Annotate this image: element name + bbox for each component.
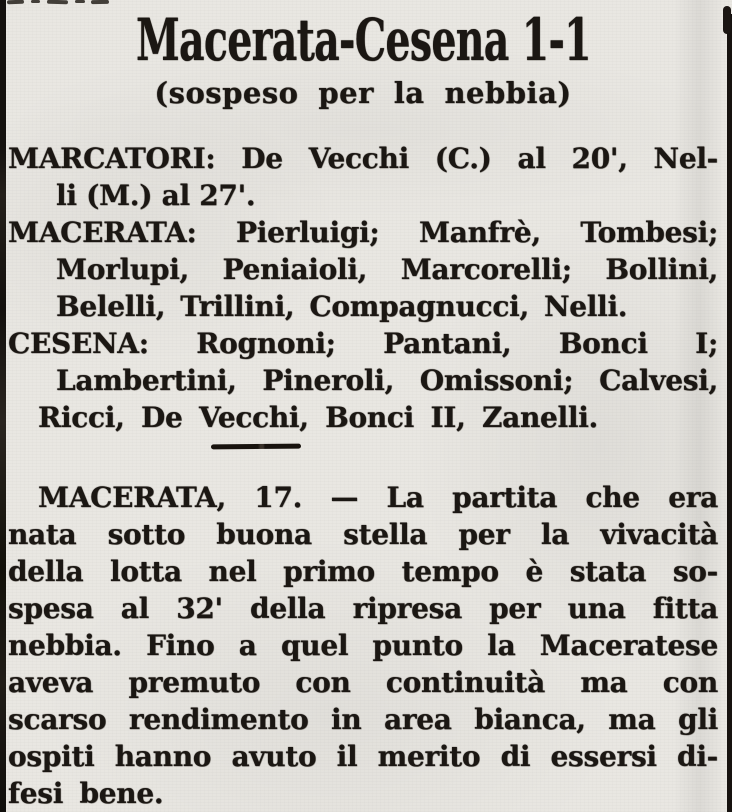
report-line: della lotta nel primo tempo è stata so- [8, 555, 718, 588]
section-divider [211, 444, 301, 450]
report-line: MACERATA, 17. — La partita che era [38, 481, 718, 514]
report-line: aveva premuto con continuità ma con [8, 666, 718, 699]
column-rule-right [727, 14, 732, 812]
cesena-line-2: Lambertini, Pineroli, Omissoni; Calvesi, [56, 364, 718, 397]
article-column [8, 0, 718, 812]
report-line: scarso rendimento in area bianca, ma gli [8, 703, 718, 736]
report-line: spesa al 32' della ripresa per una fitta [8, 592, 718, 625]
report-line: ospiti hanno avuto il merito di essersi di- [8, 740, 718, 773]
scorers-line-2: li (M.) al 27'. [56, 179, 256, 212]
report-line: nata sotto buona stella per la vivacità [8, 518, 718, 551]
macerata-line-2: Morlupi, Peniaioli, Marcorelli; Bollini, [56, 253, 718, 286]
macerata-line-3: Belelli, Trillini, Compagnucci, Nelli. [56, 290, 628, 323]
match-report [8, 479, 718, 812]
headline-text: Macerata-Cesena 1-1 [135, 6, 591, 74]
subheadline: (sospeso per la nebbia) [154, 76, 572, 110]
macerata-line-1: MACERATA: Pierluigi; Manfrè, Tombesi; [8, 216, 718, 249]
report-line: fesi bene. [8, 777, 164, 810]
cesena-line-1: CESENA: Rognoni; Pantani, Bonci I; [8, 327, 718, 360]
match-summary [8, 140, 718, 436]
headline [8, 6, 718, 74]
scorers-line-1: MARCATORI: De Vecchi (C.) al 20', Nel- [8, 142, 718, 175]
cesena-line-3: Ricci, De Vecchi, Bonci II, Zanelli. [38, 401, 598, 434]
ink-blot [723, 6, 731, 34]
report-line: nebbia. Fino a quel punto la Maceratese [8, 629, 718, 662]
column-rule-left [0, 0, 6, 812]
